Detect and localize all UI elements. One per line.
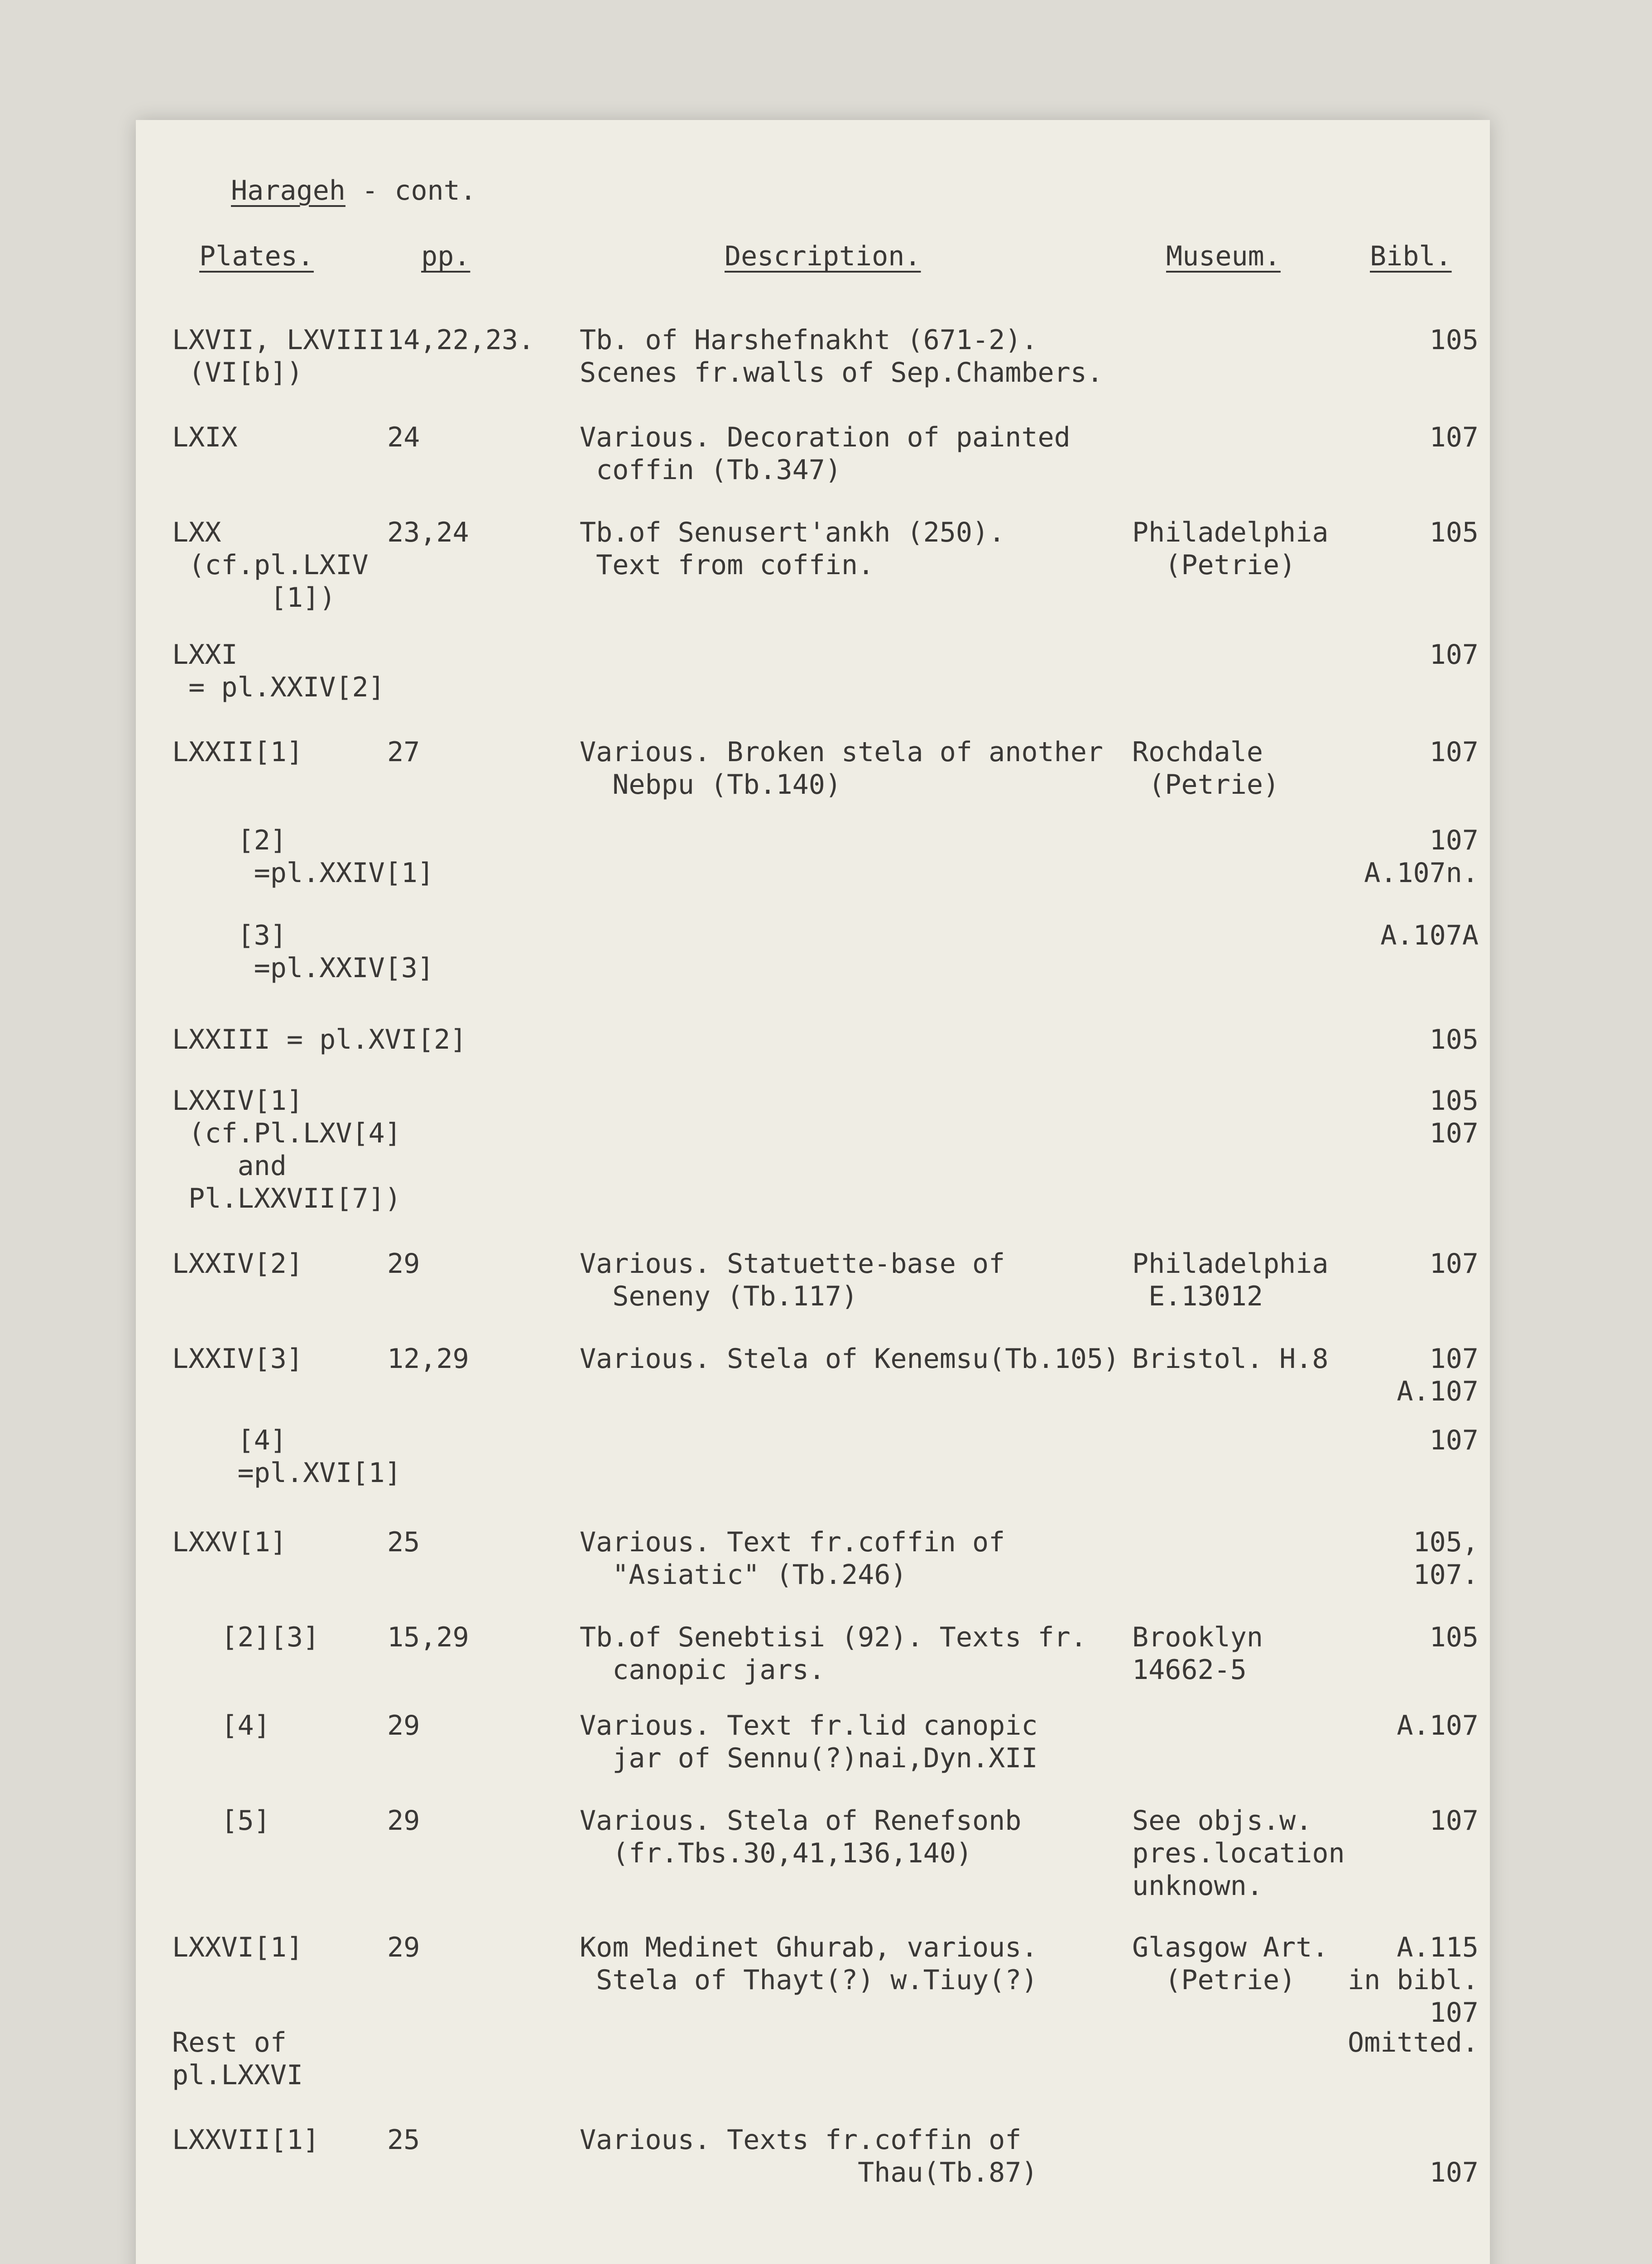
cell-bibl: A.107: [1397, 1710, 1479, 1741]
cell-bibl: A.107n.: [1364, 857, 1479, 889]
cell-bibl: Omitted.: [1348, 2027, 1479, 2058]
cell-plates: [4]: [172, 1710, 270, 1741]
cell-plates: LXXIII = pl.XVI[2]: [172, 1024, 467, 1055]
cell-pp: 12,29: [387, 1343, 469, 1375]
cell-pp: 25: [387, 2124, 420, 2156]
cell-museum: Glasgow Art.: [1132, 1932, 1329, 1963]
cell-description: Thau(Tb.87): [580, 2157, 1038, 2188]
cell-museum: pres.location: [1132, 1837, 1345, 1869]
cell-pp: 14,22,23.: [387, 324, 535, 356]
cell-bibl: A.107A: [1380, 920, 1479, 951]
cell-pp: 27: [387, 736, 420, 768]
cell-museum: (Petrie): [1132, 1964, 1296, 1996]
cell-pp: 24: [387, 422, 420, 453]
cell-description: Tb.of Senusert'ankh (250).: [580, 517, 1005, 548]
cell-plates: Pl.LXXVII[7]): [172, 1183, 401, 1214]
cell-bibl: 107: [1429, 639, 1479, 671]
cell-museum: E.13012: [1132, 1281, 1263, 1312]
cell-bibl: 107: [1429, 1343, 1479, 1375]
cell-description: Various. Texts fr.coffin of: [580, 2124, 1022, 2156]
cell-plates: LXXVII[1]: [172, 2124, 320, 2156]
cell-bibl: 105: [1429, 1085, 1479, 1117]
cell-description: Various. Statuette-base of: [580, 1248, 1005, 1280]
cell-museum: Philadelphia: [1132, 517, 1329, 548]
cell-bibl: 105: [1429, 517, 1479, 548]
cell-plates: LXX: [172, 517, 221, 548]
cell-bibl: 107: [1429, 1805, 1479, 1837]
cell-bibl: 107: [1429, 2157, 1479, 2188]
cell-plates: LXXV[1]: [172, 1526, 287, 1558]
cell-plates: = pl.XXIV[2]: [172, 672, 385, 703]
cell-description: "Asiatic" (Tb.246): [580, 1559, 907, 1591]
cell-pp: 23,24: [387, 517, 469, 548]
col-header-bibl: Bibl.: [1370, 240, 1452, 272]
cell-bibl: 105: [1429, 324, 1479, 356]
cell-plates: LXXIV[2]: [172, 1248, 303, 1280]
cell-pp: 29: [387, 1710, 420, 1741]
cell-plates: [4]: [172, 1425, 287, 1456]
cell-bibl: 107: [1429, 736, 1479, 768]
cell-museum: (Petrie): [1132, 769, 1280, 801]
cell-museum: See objs.w.: [1132, 1805, 1312, 1837]
header-suffix: - cont.: [345, 175, 476, 206]
cell-description: Various. Stela of Renefsonb: [580, 1805, 1022, 1837]
cell-bibl: A.107: [1397, 1376, 1479, 1407]
cell-bibl: 107: [1429, 1118, 1479, 1149]
cell-plates: [1]): [172, 582, 336, 614]
cell-bibl: 105,: [1413, 1526, 1479, 1558]
col-header-museum: Museum.: [1166, 240, 1281, 272]
cell-plates: [3]: [172, 920, 287, 951]
col-header-plates: Plates.: [199, 240, 314, 272]
cell-bibl: A.115: [1397, 1932, 1479, 1963]
cell-bibl: 107: [1429, 1248, 1479, 1280]
cell-description: Kom Medinet Ghurab, various.: [580, 1932, 1038, 1963]
cell-pp: 29: [387, 1248, 420, 1280]
cell-description: coffin (Tb.347): [580, 454, 841, 486]
col-header-pp: pp.: [421, 240, 471, 272]
cell-museum: Bristol. H.8: [1132, 1343, 1329, 1375]
cell-plates: =pl.XXIV[1]: [172, 857, 434, 889]
cell-plates: =pl.XXIV[3]: [172, 952, 434, 984]
cell-bibl: 107.: [1413, 1559, 1479, 1591]
cell-plates: LXXI: [172, 639, 238, 671]
cell-description: Various. Broken stela of another: [580, 736, 1103, 768]
cell-plates: LXVII, LXVIII: [172, 324, 385, 356]
cell-description: Various. Stela of Kenemsu(Tb.105): [580, 1343, 1120, 1375]
cell-pp: 15,29: [387, 1621, 469, 1653]
page-header: [231, 174, 476, 207]
cell-museum: Brooklyn: [1132, 1621, 1263, 1653]
cell-description: Tb.of Senebtisi (92). Texts fr.: [580, 1621, 1087, 1653]
cell-plates: =pl.XVI[1]: [172, 1457, 401, 1489]
cell-plates: LXXIV[3]: [172, 1343, 303, 1375]
cell-description: (fr.Tbs.30,41,136,140): [580, 1837, 972, 1869]
cell-bibl: 107: [1429, 1997, 1479, 2029]
cell-pp: 25: [387, 1526, 420, 1558]
cell-bibl: in bibl.: [1348, 1964, 1479, 1996]
cell-plates: LXIX: [172, 422, 238, 453]
cell-description: Scenes fr.walls of Sep.Chambers.: [580, 357, 1103, 389]
cell-bibl: 107: [1429, 825, 1479, 856]
cell-bibl: 107: [1429, 1425, 1479, 1456]
cell-plates: LXXII[1]: [172, 736, 303, 768]
cell-plates: pl.LXXVI: [172, 2059, 303, 2091]
cell-description: Tb. of Harshefnakht (671-2).: [580, 324, 1038, 356]
cell-description: Various. Text fr.coffin of: [580, 1526, 1005, 1558]
cell-museum: unknown.: [1132, 1870, 1263, 1902]
cell-description: Various. Decoration of painted: [580, 422, 1071, 453]
cell-museum: 14662-5: [1132, 1654, 1247, 1686]
cell-plates: (cf.pl.LXIV: [172, 549, 369, 581]
cell-museum: (Petrie): [1132, 549, 1296, 581]
col-header-description: Description.: [725, 240, 921, 272]
cell-plates: (cf.Pl.LXV[4]: [172, 1118, 401, 1149]
cell-description: canopic jars.: [580, 1654, 825, 1686]
cell-description: Various. Text fr.lid canopic: [580, 1710, 1038, 1741]
cell-bibl: 105: [1429, 1621, 1479, 1653]
cell-museum: Rochdale: [1132, 736, 1263, 768]
header-title: Harageh: [231, 175, 346, 206]
cell-museum: Philadelphia: [1132, 1248, 1329, 1280]
cell-bibl: 105: [1429, 1024, 1479, 1055]
cell-plates: and: [172, 1150, 287, 1182]
cell-plates: (VI[b]): [172, 357, 303, 389]
cell-plates: [5]: [172, 1805, 270, 1837]
cell-plates: LXXVI[1]: [172, 1932, 303, 1963]
cell-description: Text from coffin.: [580, 549, 874, 581]
cell-description: Stela of Thayt(?) w.Tiuy(?): [580, 1964, 1038, 1996]
cell-description: Nebpu (Tb.140): [580, 769, 841, 801]
cell-plates: LXXIV[1]: [172, 1085, 303, 1117]
cell-plates: [2][3]: [172, 1621, 320, 1653]
cell-pp: 29: [387, 1932, 420, 1963]
cell-plates: [2]: [172, 825, 287, 856]
cell-pp: 29: [387, 1805, 420, 1837]
cell-description: jar of Sennu(?)nai,Dyn.XII: [580, 1742, 1038, 1774]
cell-description: Seneny (Tb.117): [580, 1281, 858, 1312]
cell-bibl: 107: [1429, 422, 1479, 453]
cell-plates: Rest of: [172, 2027, 287, 2058]
